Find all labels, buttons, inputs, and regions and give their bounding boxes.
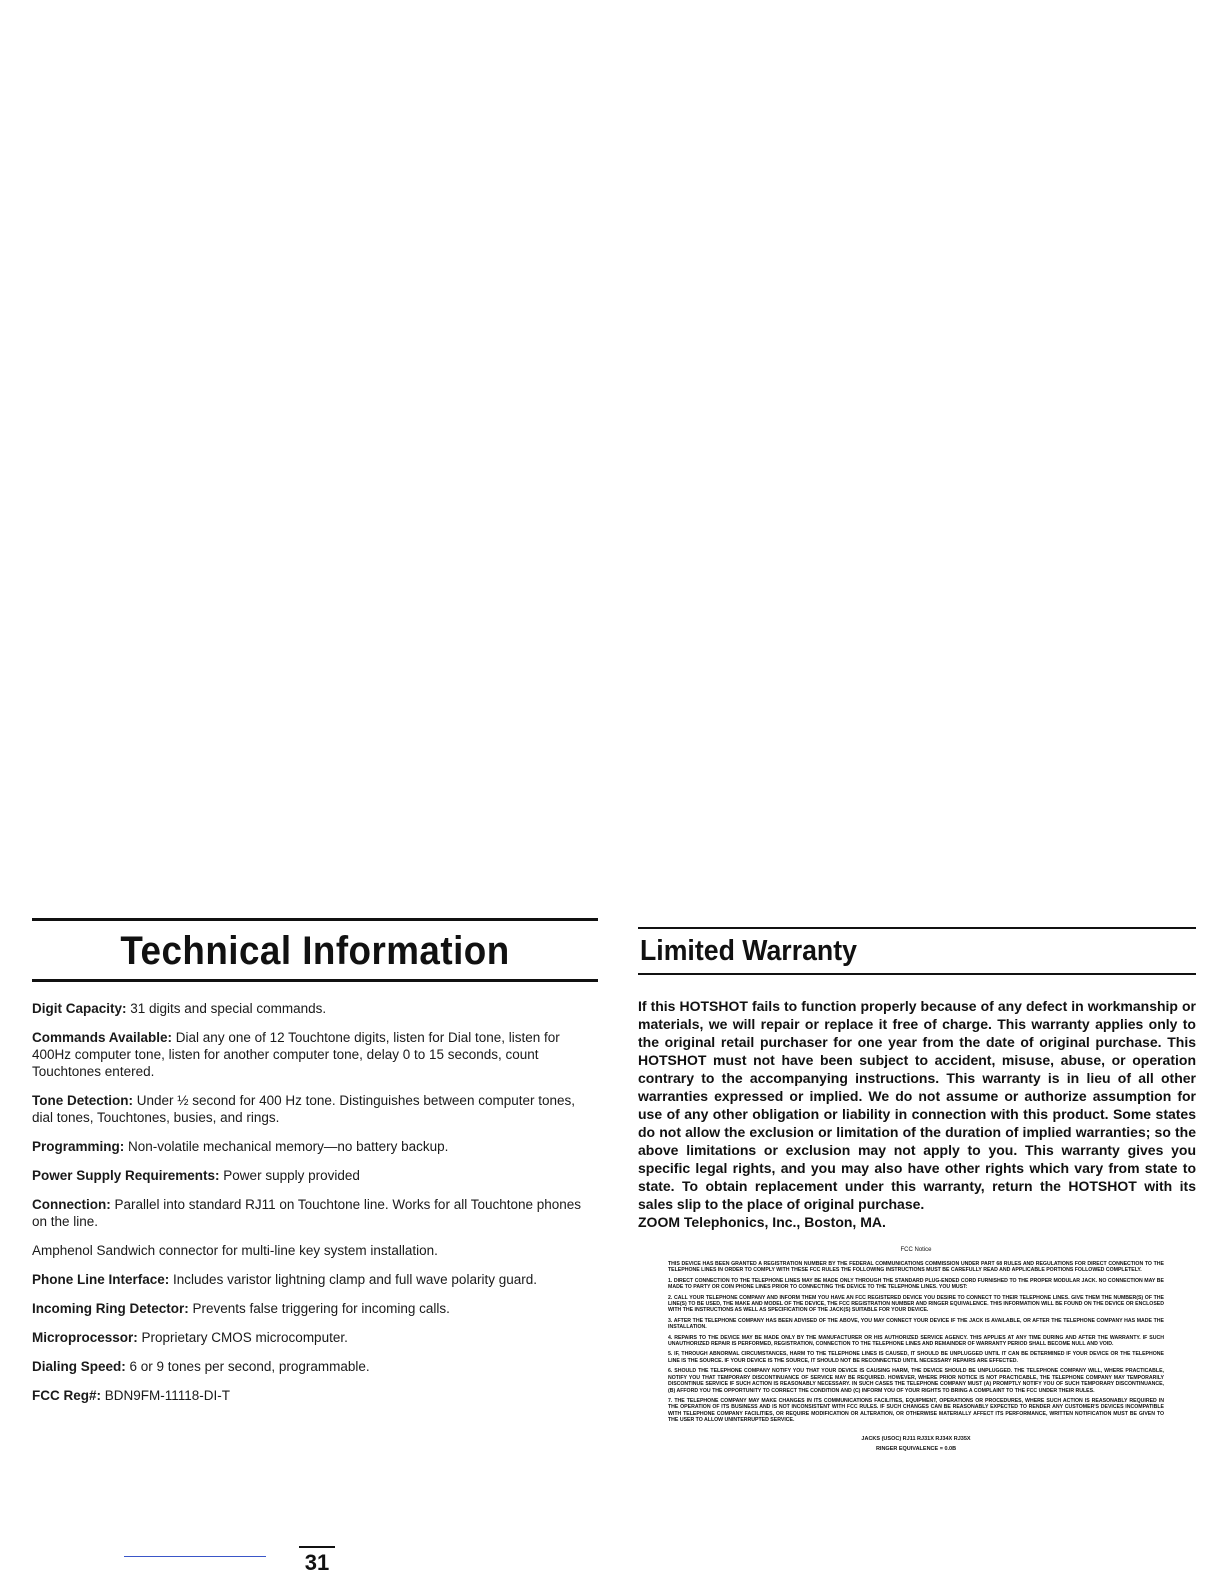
fcc-paragraph: 7. THE TELEPHONE COMPANY MAY MAKE CHANGES IN ITS COMMUNICATIONS FACILITIES, EQUIPMENT, OPERATIONS OR PROCEDURES, WHERE SUCH ACTION IS REASONABLY REQUIRED IN THE OPERATION OF ITS BUSINESS AND IS NOT INCONSISTENT WITH FCC RULES. IF SUCH CHANGES CAN BE REASONABLY EXPECTED TO RENDER ANY CUSTOMER'S DEVICES INCOMPATIBLE WITH TELEPHONE COMPANY FACILITIES, OR REQUIRE MODIFICATION OR ALTERATION, OR OTHERWISE MATERIALLY AFFECT ITS PERFORMANCE, WRITTEN NOTIFICATION MUST BE GIVEN TO THE USER TO ALLOW UNINTERRUPTED SERVICE. [668,1397,1164,1424]
spec-item: Microprocessor: Proprietary CMOS microcomputer. [32,1330,348,1345]
spec-item: Incoming Ring Detector: Prevents false triggering for incoming calls. [32,1301,450,1316]
top-rule [638,927,1196,929]
fcc-notice [638,1247,1196,1454]
page-number: 31 [299,1546,335,1586]
fcc-paragraph: THIS DEVICE HAS BEEN GRANTED A REGISTRATION NUMBER BY THE FEDERAL COMMUNICATIONS COMMISSION UNDER PART 68 RULES AND REGULATIONS FOR DIRECT CONNECTION TO THE TELEPHONE LINES IN ORDER TO COMPLY WITH THESE FCC RULES THE FOLLOWING INSTRUCTIONS MUST BE CAREFULLY READ AND APPLICABLE PORTIONS FOLLOWED COMPLETELY. [668,1261,1164,1274]
section-title: Technical Information [120,929,510,973]
spec-item: Programming: Non-volatile mechanical memory—no battery backup. [32,1139,449,1154]
section-title: Limited Warranty [640,935,857,967]
fcc-paragraph: 2. CALL YOUR TELEPHONE COMPANY AND INFORM THEM YOU HAVE AN FCC REGISTERED DEVICE YOU DESIRE TO CONNECT TO THEIR TELEPHONE LINES. GIVE THEM THE NUMBER(S) OF THE LINE(S) TO BE USED, THE MAKE AND MODEL OF THE DEVICE, THE FCC REGISTRATION NUMBER AND RINGER EQUIVALENCE. THIS INFORMATION WILL BE FOUND ON THE DEVICE OR ENCLOSED WITH THE INSTRUCTIONS AS WELL AS SPECIFICATION OF THE JACK(S) SUITABLE FOR YOUR DEVICE. [668,1294,1164,1314]
technical-information-section [32,918,598,1416]
spec-item: Amphenol Sandwich connector for multi-line key system installation. [32,1243,438,1258]
spec-item: Commands Available: Dial any one of 12 Touchtone digits, listen for Dial tone, listen for 400Hz computer tone, listen for another computer tone, delay 0 to 15 seconds, count Touchtones entered. [32,1030,560,1079]
fcc-ringer-equivalence: RINGER EQUIVALENCE = 0.0B [875,1445,957,1452]
fcc-paragraph: 3. AFTER THE TELEPHONE COMPANY HAS BEEN ADVISED OF THE ABOVE, YOU MAY CONNECT YOUR DEVICE IF THE JACK IS AVAILABLE, OR AFTER THE TELEPHONE COMPANY HAS MADE THE INSTALLATION. [668,1317,1164,1331]
spec-item: FCC Reg#: BDN9FM-11118-DI-T [32,1388,231,1403]
spec-item: Connection: Parallel into standard RJ11 on Touchtone line. Works for all Touchtone phones on the line. [32,1197,582,1229]
fcc-notice-title: FCC Notice [900,1247,932,1253]
spec-item: Dialing Speed: 6 or 9 tones per second, programmable. [32,1359,370,1374]
fcc-paragraph: 6. SHOULD THE TELEPHONE COMPANY NOTIFY YOU THAT YOUR DEVICE IS CAUSING HARM, THE DEVICE SHOULD BE UNPLUGGED. THE TELEPHONE COMPANY WILL, WHERE PRACTICABLE, NOTIFY YOU THAT TEMPORARY DISCONTINUANCE OF SERVICE MAY BE REQUIRED. HOWEVER, WHERE PRIOR NOTICE IS NOT PRACTICABLE, THE TELEPHONE COMPANY MAY TEMPORARILY DISCONTINUE SERVICE IF SUCH ACTION IS REASONABLY NECESSARY. IN SUCH CASES THE TELEPHONE COMPANY MUST (A) PROMPTLY NOTIFY YOU OF SUCH TEMPORARY DISCONTINUANCE, (B) AFFORD YOU THE OPPORTUNITY TO CORRECT THE CONDITION AND (C) INFORM YOU OF YOUR RIGHTS TO BRING A COMPLAINT TO THE FCC UNDER THEIR RULES. [668,1368,1164,1394]
fcc-paragraph: 4. REPAIRS TO THE DEVICE MAY BE MADE ONLY BY THE MANUFACTURER OR HIS AUTHORIZED SERVICE AGENCY. THIS APPLIES AT ANY TIME DURING AND AFTER THE WARRANTY. IF SUCH UNAUTHORIZED REPAIR IS PERFORMED, REGISTRATION, CONNECTION TO THE TELEPHONE LINES AND REMAINDER OF WARRANTY PERIOD SHALL BECOME NULL AND VOID. [668,1334,1164,1348]
fcc-paragraph: 5. IF, THROUGH ABNORMAL CIRCUMSTANCES, HARM TO THE TELEPHONE LINES IS CAUSED, IT SHOULD BE UNPLUGGED UNTIL IT CAN BE DETERMINED IF YOUR DEVICE OR THE TELEPHONE LINE IS THE SOURCE. IF YOUR DEVICE IS THE SOURCE, IT SHOULD NOT BE RECONNECTED UNTIL NECESSARY REPAIRS ARE EFFECTED. [668,1351,1164,1364]
fcc-jacks: JACKS (USOC) RJ11 RJ31X RJ34X RJ35X [861,1435,971,1442]
spec-list [32,1000,598,1404]
bottom-rule [32,979,598,982]
fcc-paragraph: 1. DIRECT CONNECTION TO THE TELEPHONE LINES MAY BE MADE ONLY THROUGH THE STANDARD PLUG-ENDED CORD FURNISHED TO THE PROPER MODULAR JACK. NO CONNECTION MAY BE MADE TO PARTY OR COIN PHONE LINES PRIOR TO CONNECTING THE DEVICE TO THE TELEPHONE LINES. YOU MUST: [668,1277,1164,1291]
spec-item: Digit Capacity: 31 digits and special commands. [32,1001,327,1016]
spec-item: Tone Detection: Under ½ second for 400 Hz tone. Distinguishes between computer tones, dial tones, Touchtones, busies, and rings. [32,1093,575,1125]
footer-line [124,1556,266,1557]
top-rule [32,918,598,921]
limited-warranty-section [638,927,1196,1454]
spec-item: Phone Line Interface: Includes varistor lightning clamp and full wave polarity guard. [32,1272,537,1287]
spec-item: Power Supply Requirements: Power supply provided [32,1168,360,1183]
bottom-rule [638,973,1196,975]
warranty-signature: ZOOM Telephonics, Inc., Boston, MA. [638,1214,886,1230]
warranty-body: If this HOTSHOT fails to function properly because of any defect in workmanship or materials, we will repair or replace it free of charge. This warranty applies only to the original retail purchaser for one year from the date of original purchase. This HOTSHOT must not have been subject to accident, misuse, abuse, or operation contrary to the accompanying instructions. This warranty is in lieu of all other warranties expressed or implied. We do not assume or authorize assumption for use of any other obligation or liability in connection with this product. Some states do not allow the exclusion or limitation of the duration of implied warranties; so the above limitations or exclusion may not apply to you. This warranty gives you specific legal rights, and you may also have other rights which vary from state to state. To obtain replacement under this warranty, return the HOTSHOT with its sales slip to the place of original purchase. [638,998,1196,1212]
